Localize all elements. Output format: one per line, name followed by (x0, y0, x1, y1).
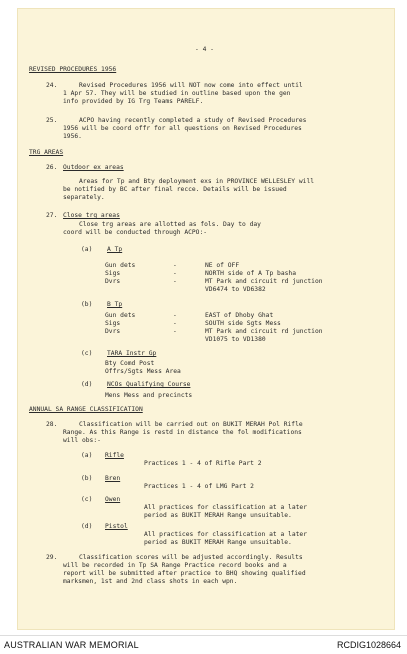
b-tp-title: B Tp (107, 301, 123, 308)
bren-title: Bren (105, 475, 121, 482)
sub-label: (c) (81, 496, 93, 503)
b-tp-item: Gun dets (105, 312, 136, 319)
para-28-line-1: Classification will be carried out on BUKIT MERAH Pol Rifle (79, 421, 303, 428)
b-tp-dash: - (173, 312, 177, 319)
a-tp-dash: - (173, 270, 177, 277)
para-28-line-2: Range. As this Range is restd in distance the fol modifications (63, 429, 302, 436)
a-tp-value: VD6474 to VD6382 (205, 286, 266, 293)
archive-name: AUSTRALIAN WAR MEMORIAL (4, 640, 139, 650)
para-28-line-3: will obs:- (63, 437, 101, 444)
b-tp-item: Dvrs (105, 328, 121, 335)
para-24-line-1: Revised Procedures 1956 will NOT now come into effect until (79, 82, 303, 89)
section-heading-annual-sa-range: ANNUAL SA RANGE CLASSIFICATION (29, 406, 143, 413)
para-24-line-2: 1 Apr 57. They will be studied in outline based upon the gen (63, 90, 291, 97)
sub-label: (a) (81, 452, 93, 459)
nco-title: NCOs Qualifying Course (107, 381, 191, 388)
b-tp-value: EAST of Dhoby Ghat (205, 312, 274, 319)
para-29-line-1: Classification scores will be adjusted accordingly. Results (79, 554, 303, 561)
a-tp-dash: - (173, 278, 177, 285)
nco-line: Mens Mess and precincts (105, 392, 193, 399)
document-body (17, 8, 395, 630)
para-29-line-2: will be recorded in Tp SA Range Practice record books and a (63, 562, 287, 569)
b-tp-dash: - (173, 320, 177, 327)
para-26-title: Outdoor ex areas (63, 164, 124, 171)
pistol-line: All practices for classification at a later (144, 531, 308, 538)
rifle-line: Practices 1 - 4 of Rifle Part 2 (144, 460, 262, 467)
pistol-line: period as BUKIT MERAH Range unsuitable. (144, 539, 292, 546)
b-tp-item: Sigs (105, 320, 121, 327)
para-25-line-2: 1956 will be coord offr for all questions on Revised Procedures (63, 125, 302, 132)
para-29-line-3: report will be submitted after practice to BHQ showing qualified (63, 570, 306, 577)
para-number: 27. (46, 212, 58, 219)
owen-title: Owen (105, 496, 121, 503)
sub-label: (c) (81, 350, 93, 357)
tara-title: TARA Instr Gp (107, 350, 157, 357)
para-number: 25. (46, 117, 58, 124)
b-tp-value: MT Park and circuit rd junction (205, 328, 323, 335)
a-tp-title: A Tp (107, 246, 123, 253)
pistol-title: Pistol (105, 523, 128, 530)
sub-label: (d) (81, 523, 93, 530)
bren-line: Practices 1 - 4 of LMG Part 2 (144, 483, 254, 490)
para-27-line-1: Close trg areas are allotted as fols. Day to day (79, 221, 261, 228)
section-heading-trg-areas: TRG AREAS (29, 149, 64, 156)
sub-label: (b) (81, 475, 93, 482)
b-tp-value: SOUTH side Sgts Mess (205, 320, 281, 327)
sub-label: (b) (81, 301, 93, 308)
para-25-line-3: 1956. (63, 133, 82, 140)
a-tp-value: MT Park and circuit rd junction (205, 278, 323, 285)
rifle-title: Rifle (105, 452, 124, 459)
para-number: 29. (46, 554, 58, 561)
para-27-line-2: coord will be conducted through ACPO:- (63, 229, 208, 236)
owen-line: All practices for classification at a later (144, 504, 308, 511)
para-number: 28. (46, 421, 58, 428)
a-tp-item: Dvrs (105, 278, 121, 285)
para-26-line-3: separately. (63, 194, 105, 201)
sub-label: (d) (81, 381, 93, 388)
archive-footer (0, 636, 407, 654)
b-tp-dash: - (173, 328, 177, 335)
owen-line: period as BUKIT MERAH Range unsuitable. (144, 512, 292, 519)
para-27-title: Close trg areas (63, 212, 120, 219)
sub-label: (a) (81, 246, 93, 253)
para-25-line-1: ACPO having recently completed a study of Revised Procedures (79, 117, 307, 124)
para-number: 24. (46, 82, 58, 89)
tara-line: Offrs/Sgts Mess Area (105, 368, 181, 375)
para-26-line-1: Areas for Tp and Bty deployment exs in PROVINCE WELLESLEY will (79, 178, 315, 185)
page-number: - 4 - (195, 46, 214, 53)
a-tp-item: Sigs (105, 270, 121, 277)
b-tp-value: VD1075 to VD1380 (205, 336, 266, 343)
para-26-line-2: be notified by BC after final recce. Details will be issued (63, 186, 287, 193)
a-tp-value: NE of OFF (205, 262, 240, 269)
tara-line: Bty Comd Post (105, 360, 155, 367)
section-heading-revised-procedures: REVISED PROCEDURES 1956 (29, 66, 117, 73)
archive-reference: RCDIG1028664 (336, 640, 401, 650)
a-tp-dash: - (173, 262, 177, 269)
para-24-line-3: info provided by IG Trg Teams PARELF. (63, 98, 204, 105)
para-29-line-4: marksmen, 1st and 2nd class shots in each wpn. (63, 578, 238, 585)
a-tp-item: Gun dets (105, 262, 136, 269)
a-tp-value: NORTH side of A Tp basha (205, 270, 296, 277)
document-page (17, 8, 395, 630)
para-number: 26. (46, 164, 58, 171)
